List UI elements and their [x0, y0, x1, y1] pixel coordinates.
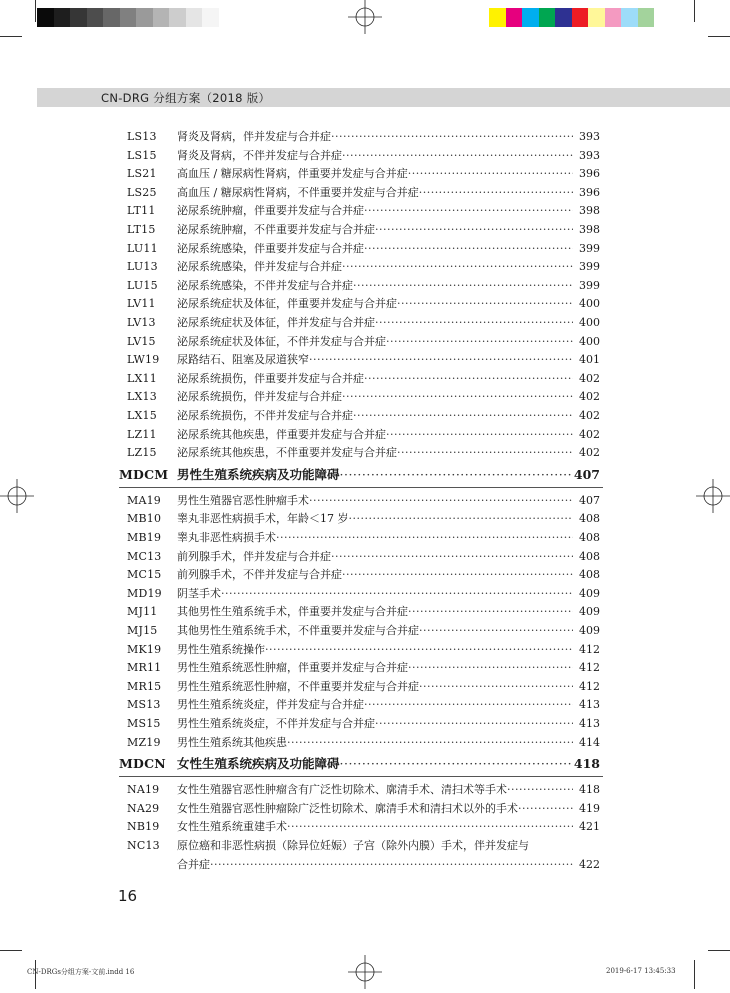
toc-title: 睾丸非恶性病损手术，年龄＜17 岁 ·····	[177, 510, 573, 528]
toc-code: LW19	[127, 353, 160, 367]
toc-title: 阴茎手术 ·····	[177, 585, 573, 603]
toc-title: 泌尿系统其他疾患，不伴重要并发症与合并症 ·····	[177, 444, 573, 462]
toc-code: LX15	[127, 409, 157, 422]
toc-page: 418	[573, 756, 600, 772]
toc-page: 409	[579, 586, 600, 600]
footer-timestamp: 2019-6-17 13:45:33	[606, 967, 676, 975]
toc-section-row	[0, 466, 730, 484]
toc-row	[0, 678, 730, 696]
toc-row	[0, 128, 730, 146]
toc-code: MR11	[127, 661, 162, 675]
toc-title: 女性生殖系统疾病及功能障碍 ·····	[177, 755, 573, 773]
toc-row	[0, 856, 730, 874]
toc-title: 泌尿系统症状及体征，伴重要并发症与合并症 ·····	[177, 295, 573, 313]
toc-page: 399	[579, 260, 600, 274]
toc-row	[0, 202, 730, 220]
toc-title: 男性生殖系统炎症，不伴并发症与合并症 ·····	[177, 715, 573, 733]
toc-row	[0, 734, 730, 752]
toc-title: 泌尿系统症状及体征，不伴并发症与合并症 ·····	[177, 333, 573, 351]
toc-row	[0, 333, 730, 351]
toc-code: NA19	[127, 783, 160, 797]
toc-page: 413	[579, 717, 600, 730]
toc-row	[0, 510, 730, 528]
toc-row	[0, 800, 730, 818]
toc-page: 409	[579, 605, 600, 619]
toc-page: 393	[579, 130, 600, 143]
toc-code: NA29	[127, 801, 160, 815]
toc-row	[0, 221, 730, 239]
toc-title: 泌尿系统感染，不伴并发症与合并症 ·····	[177, 277, 573, 295]
toc-code: LV13	[127, 316, 156, 329]
toc-title: 泌尿系统肿瘤，不伴重要并发症与合并症 ·····	[177, 221, 573, 239]
toc-page: 400	[579, 316, 600, 329]
toc-page: 396	[579, 167, 600, 181]
toc-row	[0, 426, 730, 444]
toc-title: 肾炎及肾病，不伴并发症与合并症 ·····	[177, 147, 573, 165]
toc-title: 泌尿系统其他疾患，伴重要并发症与合并症 ·····	[177, 426, 573, 444]
toc-row	[0, 147, 730, 165]
toc-page: 419	[579, 801, 600, 815]
toc-title: 尿路结石、阻塞及尿道狭窄 ·····	[177, 351, 573, 369]
toc-title: 肾炎及肾病，伴并发症与合并症 ·····	[177, 128, 573, 146]
toc-row	[0, 184, 730, 202]
toc-code: LU15	[127, 278, 158, 292]
toc-page: 408	[579, 568, 600, 582]
toc-title: 男性生殖系统恶性肿瘤，不伴重要并发症与合并症 ·····	[177, 678, 573, 696]
toc-code: MA19	[127, 493, 162, 507]
toc-code: LS13	[127, 130, 157, 143]
toc-code: NC13	[127, 839, 160, 852]
toc-title: 合并症 ·····	[177, 856, 573, 874]
toc-code: LT11	[127, 204, 156, 218]
toc-title: 其他男性生殖系统手术，伴重要并发症与合并症 ·····	[177, 603, 573, 621]
toc-row	[0, 696, 730, 714]
toc-page: 412	[579, 679, 600, 693]
toc-code: MDCN	[119, 756, 166, 772]
toc-page: 407	[579, 493, 600, 507]
toc-page: 412	[579, 661, 600, 675]
toc-row	[0, 781, 730, 799]
toc-title: 泌尿系统肿瘤，伴重要并发症与合并症 ·····	[177, 202, 573, 220]
toc-code: MR15	[127, 679, 162, 693]
toc-code: MS15	[127, 717, 161, 730]
toc-row	[0, 388, 730, 406]
toc-row	[0, 240, 730, 258]
toc-title: 原位癌和非恶性病损（除异位妊娠）子宫（除外内膜）手术，伴并发症与	[177, 839, 529, 852]
toc-title: 睾丸非恶性病损手术 ·····	[177, 529, 573, 547]
toc-code: MC15	[127, 568, 162, 582]
toc-page: 408	[579, 549, 600, 563]
toc-row	[0, 444, 730, 462]
toc-page: 408	[579, 512, 600, 526]
footer-file-info: CN-DRGs分组方案-文前.indd 16	[27, 968, 135, 976]
toc-code: MS13	[127, 698, 161, 712]
toc-code: LU11	[127, 241, 158, 255]
toc-title: 男性生殖器官恶性肿瘤手术 ·····	[177, 492, 573, 510]
toc-code: MB10	[127, 512, 162, 526]
toc-page: 402	[579, 446, 600, 460]
toc-code: LZ15	[127, 446, 157, 460]
toc-code: LV15	[127, 334, 156, 348]
toc-code: LS15	[127, 148, 157, 162]
toc-row	[0, 295, 730, 313]
toc-page: 402	[579, 390, 600, 404]
toc-row	[0, 566, 730, 584]
toc-code: MJ15	[127, 624, 158, 637]
toc-code: LT15	[127, 223, 156, 236]
toc-title: 前列腺手术，伴并发症与合并症 ·····	[177, 548, 573, 566]
toc-code: MJ11	[127, 605, 158, 619]
toc-page: 414	[579, 735, 600, 749]
toc-page: 422	[579, 857, 600, 871]
toc-row	[0, 165, 730, 183]
toc-row	[0, 603, 730, 621]
page-number: 16	[118, 887, 138, 905]
toc-page: 402	[579, 427, 600, 441]
toc-title: 高血压 / 糖尿病性肾病，不伴重要并发症与合并症 ·····	[177, 184, 573, 202]
toc-page: 399	[579, 241, 600, 255]
toc-row	[0, 258, 730, 276]
toc-row	[0, 585, 730, 603]
toc-code: LX13	[127, 390, 157, 404]
toc-title: 女性生殖器官恶性肿瘤含有广泛性切除术、廓清手术、清扫术等手术 ·····	[177, 781, 573, 799]
toc-page: 400	[579, 297, 600, 311]
toc-code: LX11	[127, 371, 157, 385]
toc-row	[0, 351, 730, 369]
toc-row	[0, 622, 730, 640]
toc-page: 401	[579, 353, 600, 367]
toc-title: 泌尿系统症状及体征，伴并发症与合并症 ·····	[177, 314, 573, 332]
toc-code: MC13	[127, 549, 162, 563]
toc-page: 407	[573, 466, 600, 482]
toc-row	[0, 314, 730, 332]
toc-page: 398	[579, 204, 600, 218]
toc-page: 399	[579, 278, 600, 292]
toc-code: LZ11	[127, 427, 157, 441]
toc-row	[0, 548, 730, 566]
toc-row	[0, 837, 730, 855]
toc-page: 398	[579, 223, 600, 236]
toc-row	[0, 277, 730, 295]
toc-title: 男性生殖系统恶性肿瘤，伴重要并发症与合并症 ·····	[177, 659, 573, 677]
toc-code: LS21	[127, 167, 157, 181]
toc-code: MZ19	[127, 735, 161, 749]
toc-title: 前列腺手术，不伴并发症与合并症 ·····	[177, 566, 573, 584]
toc-title: 泌尿系统感染，伴重要并发症与合并症 ·····	[177, 240, 573, 258]
toc-page: 409	[579, 624, 600, 637]
toc-row	[0, 370, 730, 388]
toc-title: 男性生殖系统炎症，伴并发症与合并症 ·····	[177, 696, 573, 714]
toc-title: 其他男性生殖系统手术，不伴重要并发症与合并症 ·····	[177, 622, 573, 640]
toc-title: 泌尿系统损伤，伴并发症与合并症 ·····	[177, 388, 573, 406]
section-rule	[119, 776, 603, 777]
toc-row	[0, 641, 730, 659]
toc-code: LU13	[127, 260, 158, 274]
toc-page: 400	[579, 334, 600, 348]
toc-code: LV11	[127, 297, 156, 311]
toc-page: 402	[579, 371, 600, 385]
toc-page: 393	[579, 148, 600, 162]
toc-page: 418	[579, 783, 600, 797]
toc-row	[0, 715, 730, 733]
toc-row	[0, 659, 730, 677]
toc-row	[0, 407, 730, 425]
toc-title: 泌尿系统感染，伴并发症与合并症 ·····	[177, 258, 573, 276]
toc-title: 女性生殖系统重建手术 ·····	[177, 818, 573, 836]
toc-code: MD19	[127, 586, 162, 600]
toc-title: 男性生殖系统其他疾患 ·····	[177, 734, 573, 752]
running-header-title: CN-DRG 分组方案（2018 版）	[101, 91, 271, 105]
toc-page: 412	[579, 642, 600, 656]
toc-row	[0, 492, 730, 510]
toc-title: 男性生殖系统操作 ·····	[177, 641, 573, 659]
toc-page: 413	[579, 698, 600, 712]
toc-code: MK19	[127, 642, 162, 656]
toc-code: NB19	[127, 820, 160, 834]
section-rule	[119, 487, 603, 488]
toc-page: 421	[579, 820, 600, 834]
toc-row	[0, 529, 730, 547]
toc-title: 男性生殖系统疾病及功能障碍 ·····	[177, 466, 573, 484]
toc-title: 高血压 / 糖尿病性肾病，伴重要并发症与合并症 ·····	[177, 165, 573, 183]
toc-page: 396	[579, 185, 600, 199]
toc-title: 泌尿系统损伤，伴重要并发症与合并症 ·····	[177, 370, 573, 388]
toc-title: 女性生殖器官恶性肿瘤除广泛性切除术、廓清手术和清扫术以外的手术 ·····	[177, 800, 573, 818]
toc-page: 402	[579, 409, 600, 422]
toc-code: MB19	[127, 531, 162, 544]
toc-page: 408	[579, 531, 600, 544]
toc-code: LS25	[127, 185, 157, 199]
toc-row	[0, 818, 730, 836]
toc-section-row	[0, 755, 730, 773]
toc-title: 泌尿系统损伤，不伴并发症与合并症 ·····	[177, 407, 573, 425]
toc-code: MDCM	[119, 466, 169, 482]
